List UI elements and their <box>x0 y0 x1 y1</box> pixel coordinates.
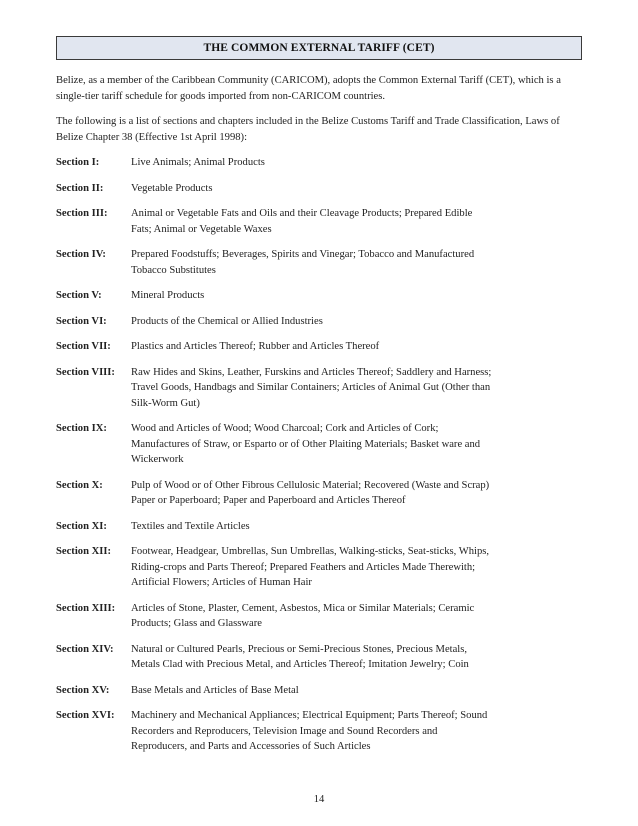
section-label: Section III: <box>56 208 108 219</box>
section-label: Section XI: <box>56 520 107 532</box>
list-intro-paragraph: The following is a list of sections and chapters included in the Belize Customs Tariff and Trade Classification, Laws of Belize Chapter 38 (Effective 1st April 1998): <box>56 116 560 143</box>
section-label: Section IV: <box>56 249 106 260</box>
section-description: Vegetable Products <box>131 182 213 194</box>
section-label: Section XIV: <box>56 643 114 655</box>
section-row-3 <box>56 206 584 237</box>
section-description: Articles of Stone, Plaster, Cement, Asbestos, Mica or Similar Materials; Ceramic Products; Glass and Glassware <box>131 602 475 629</box>
section-row-9 <box>56 421 584 468</box>
section-description: Animal or Vegetable Fats and Oils and their Cleavage Products; Prepared Edible Fats; Animal or Vegetable Waxes <box>131 208 473 235</box>
section-row-4 <box>56 247 584 278</box>
section-label: Section XV: <box>56 684 110 696</box>
section-row-14 <box>56 642 584 673</box>
page-title: THE COMMON EXTERNAL TARIFF (CET) <box>203 42 435 54</box>
section-label: Section VIII: <box>56 366 115 378</box>
section-row-16 <box>56 708 584 755</box>
section-label: Section I: <box>56 157 100 168</box>
section-label: Section XII: <box>56 546 112 557</box>
section-row-13 <box>56 601 584 632</box>
section-description: Prepared Foodstuffs; Beverages, Spirits and Vinegar; Tobacco and Manufactured Tobacco Substitutes <box>131 249 475 276</box>
document-body <box>56 73 584 765</box>
section-description: Products of the Chemical or Allied Industries <box>131 315 323 327</box>
section-row-2 <box>56 181 584 197</box>
section-description: Footwear, Headgear, Umbrellas, Sun Umbrellas, Walking-sticks, Seat-sticks, Whips, Riding-crops and Parts Thereof; Prepared Feathers and Articles Made Therewith; Artificial Flowers; Articles of Human Hair <box>131 546 490 588</box>
section-label: Section VII: <box>56 341 111 352</box>
section-row-6 <box>56 314 584 330</box>
section-description: Live Animals; Animal Products <box>131 157 265 168</box>
section-label: Section IX: <box>56 423 107 434</box>
section-label: Section VI: <box>56 315 107 327</box>
section-description: Raw Hides and Skins, Leather, Furskins and Articles Thereof; Saddlery and Harness; Travel Goods, Handbags and Similar Containers; Articles of Animal Gut (Other than Silk-Worm Gut) <box>131 366 492 409</box>
section-row-7 <box>56 339 584 355</box>
section-description: Pulp of Wood or of Other Fibrous Cellulosic Material; Recovered (Waste and Scrap) Paper or Paperboard; Paper and Paperboard and Articles Thereof <box>131 479 490 506</box>
section-description: Wood and Articles of Wood; Wood Charcoal; Cork and Articles of Cork; Manufactures of Straw, or Esparto or of Other Plaiting Materials; Basket ware and Wickerwork <box>131 423 481 465</box>
section-row-1 <box>56 155 584 171</box>
section-row-15 <box>56 683 584 699</box>
section-description: Textiles and Textile Articles <box>131 520 250 532</box>
section-description: Base Metals and Articles of Base Metal <box>131 684 299 696</box>
intro-paragraph: Belize, as a member of the Caribbean Community (CARICOM), adopts the Common External Tariff (CET), which is a single-tier tariff schedule for goods imported from non-CARICOM countries. <box>56 75 561 102</box>
section-row-8 <box>56 365 584 412</box>
section-description: Machinery and Mechanical Appliances; Electrical Equipment; Parts Thereof; Sound Recorders and Reproducers, Television Image and Sound Recorders and Reproducers, and Parts and Accessories of Such Articles <box>131 710 488 752</box>
section-row-12 <box>56 544 584 591</box>
title-banner <box>56 36 582 60</box>
section-description: Plastics and Articles Thereof; Rubber and Articles Thereof <box>131 341 380 352</box>
section-description: Mineral Products <box>131 290 205 301</box>
section-label: Section V: <box>56 290 102 301</box>
page-number: 14 <box>313 794 325 805</box>
section-label: Section X: <box>56 479 103 491</box>
section-row-10 <box>56 478 584 509</box>
section-label: Section XIII: <box>56 602 116 614</box>
section-row-11 <box>56 519 584 535</box>
section-row-5 <box>56 288 584 304</box>
section-description: Natural or Cultured Pearls, Precious or Semi-Precious Stones, Precious Metals, Metals Clad with Precious Metal, and Articles Thereof; Imitation Jewelry; Coin <box>131 643 469 670</box>
section-label: Section II: <box>56 182 104 194</box>
section-label: Section XVI: <box>56 710 115 721</box>
